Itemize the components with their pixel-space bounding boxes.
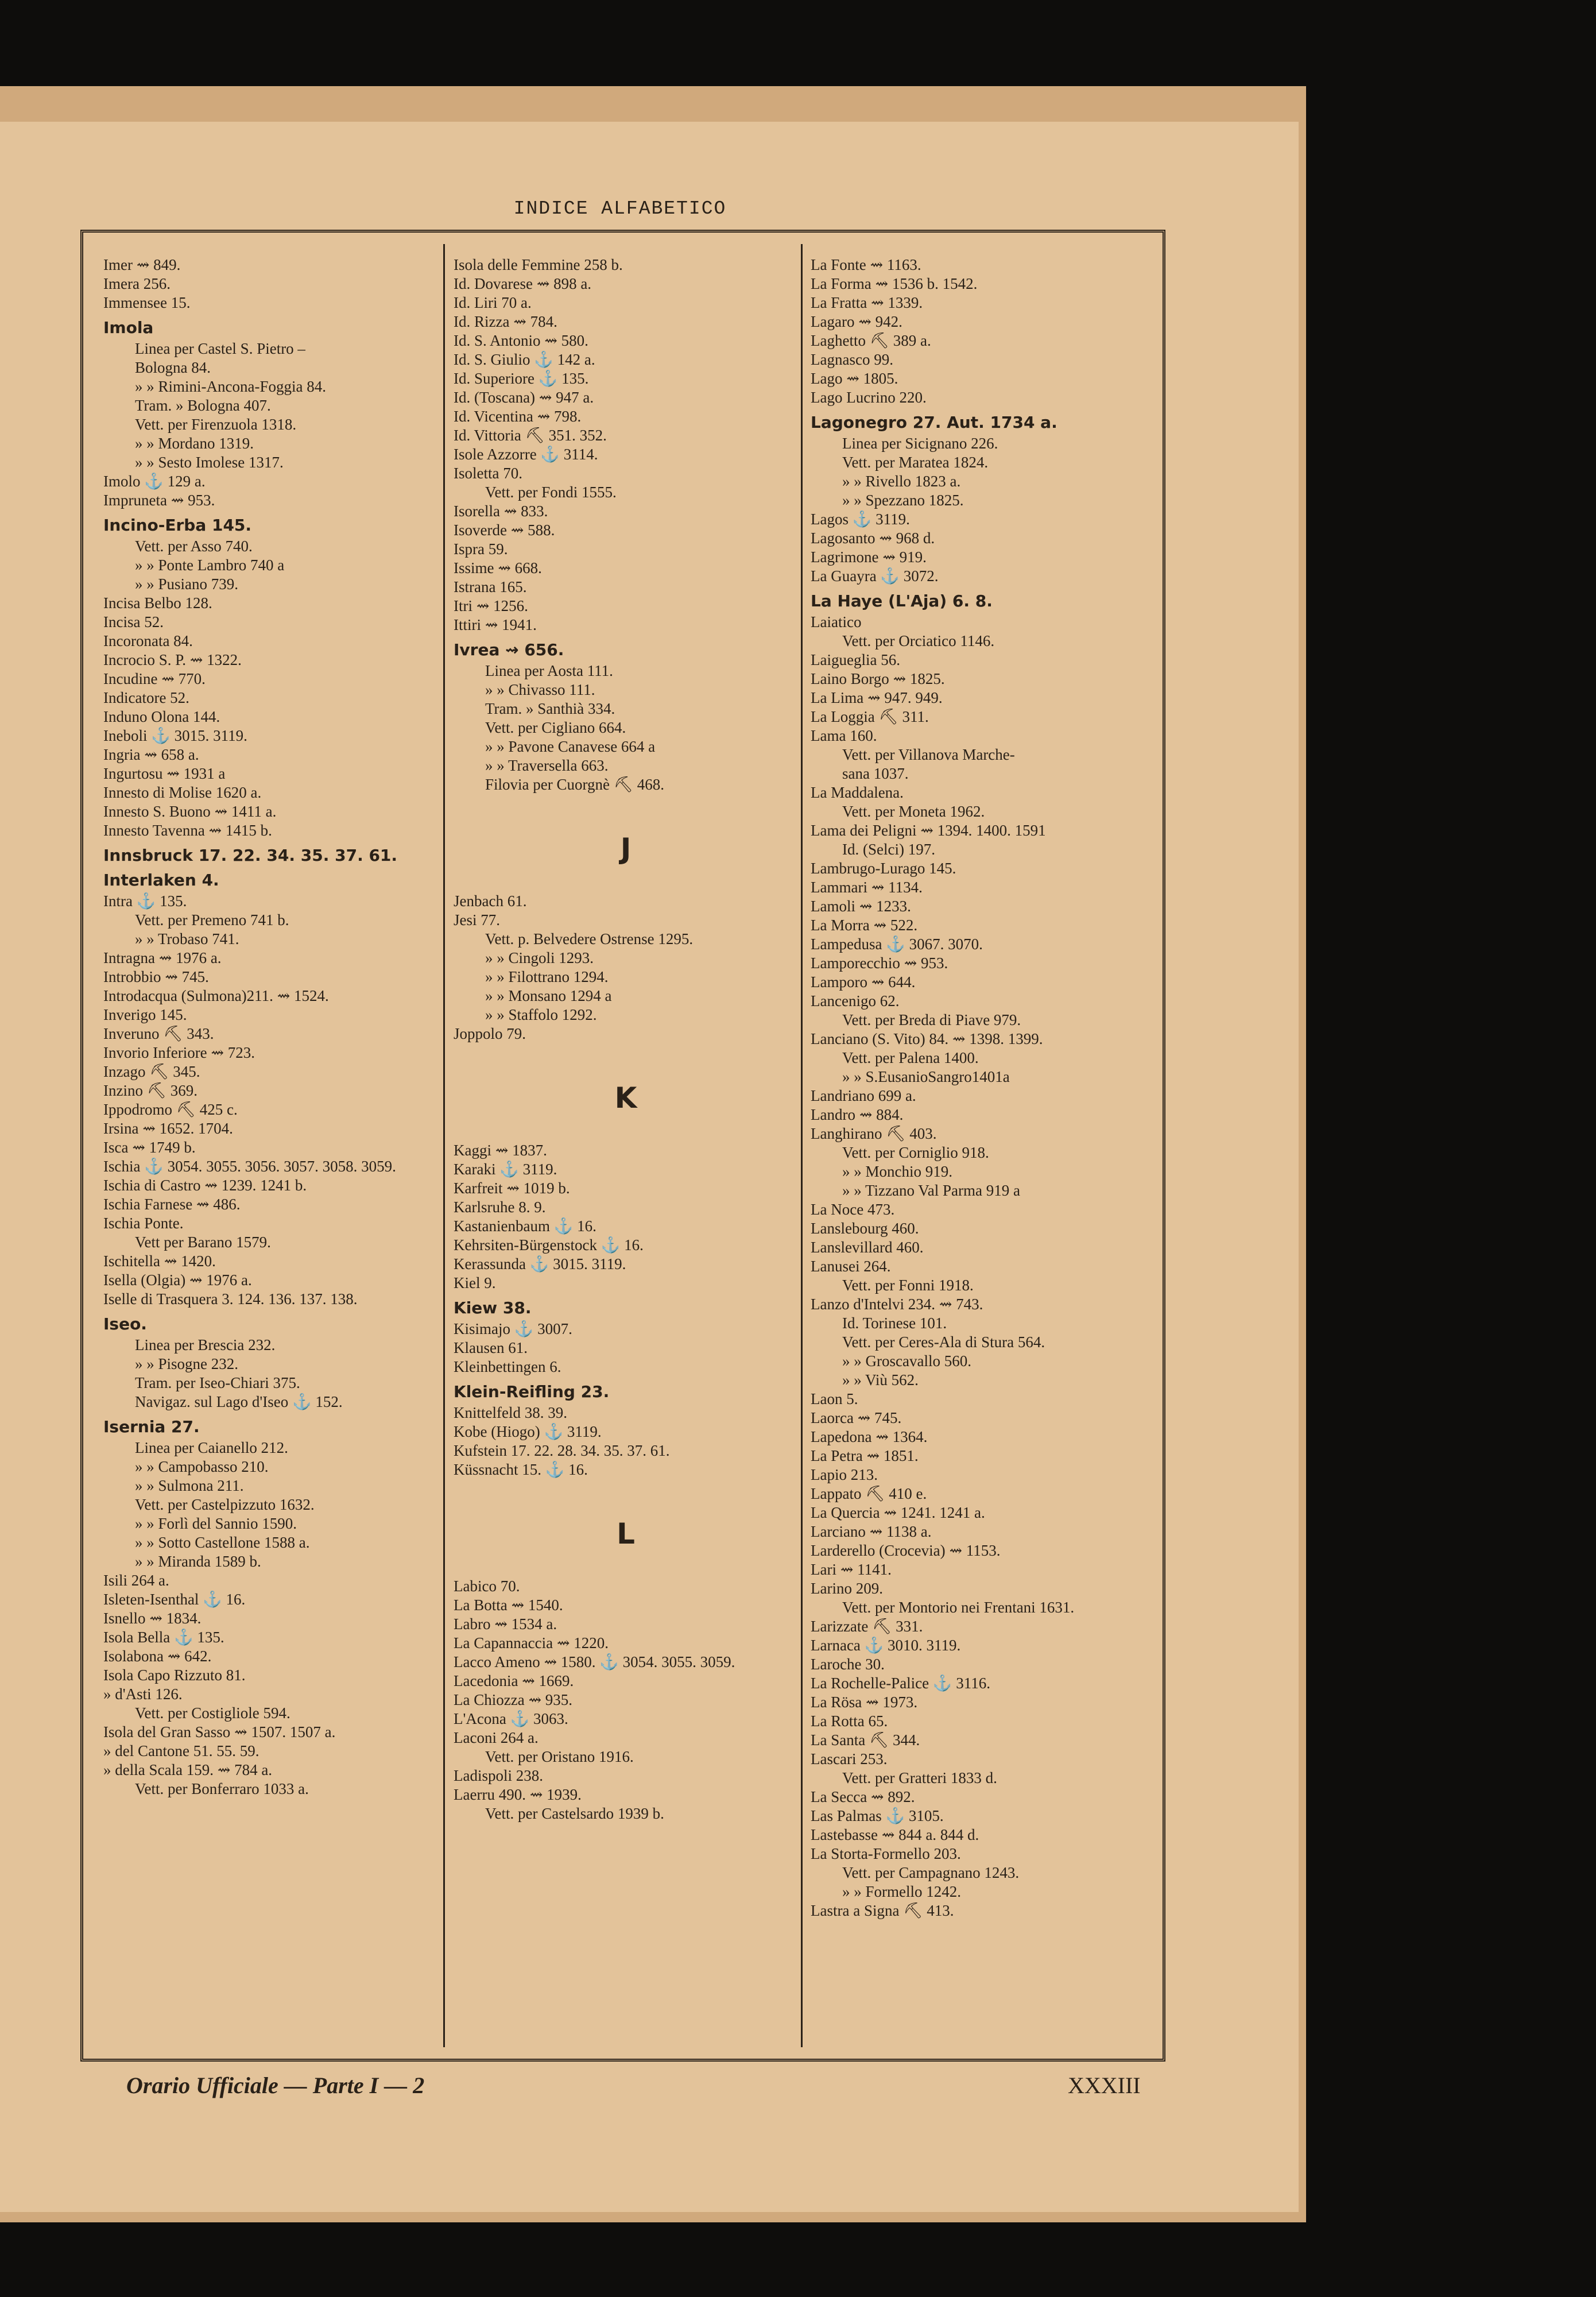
- index-entry: Isola del Gran Sasso ⇝ 1507. 1507 a.: [103, 1723, 336, 1741]
- index-entry: Lama 160.: [811, 727, 877, 744]
- index-entry: Inveruno ⛏ 343.: [103, 1025, 214, 1042]
- index-entry: Ingurtosu ⇝ 1931 a: [103, 765, 226, 782]
- index-entry: Klausen 61.: [454, 1339, 528, 1356]
- index-entry: Isoletta 70.: [454, 465, 522, 482]
- index-entry: Jesi 77.: [454, 911, 500, 929]
- index-entry: Kerassunda ⚓ 3015. 3119.: [454, 1255, 626, 1273]
- index-entry: Isca ⇝ 1749 b.: [103, 1139, 196, 1156]
- index-entry: Vett. per Costigliole 594.: [135, 1704, 290, 1722]
- section-letter: K: [614, 1081, 637, 1115]
- index-entry: Inverigo 145.: [103, 1006, 187, 1023]
- index-entry: » » Cingoli 1293.: [485, 949, 594, 966]
- index-entry: Ladispoli 238.: [454, 1767, 543, 1784]
- index-entry: Lamporecchio ⇝ 953.: [811, 954, 948, 972]
- index-entry: Linea per Caianello 212.: [135, 1439, 288, 1456]
- index-entry: » » Rimini-Ancona-Foggia 84.: [135, 378, 326, 395]
- index-entry: La Maddalena.: [811, 784, 904, 801]
- index-entry: Innesto di Molise 1620 a.: [103, 784, 262, 801]
- index-entry: Lancenigo 62.: [811, 992, 900, 1010]
- index-entry: Vett. per Fonni 1918.: [842, 1277, 974, 1294]
- index-entry: Incoronata 84.: [103, 632, 193, 649]
- index-entry: » » Rivello 1823 a.: [842, 473, 961, 490]
- index-entry: Kehrsiten-Bürgenstock ⚓ 16.: [454, 1236, 644, 1254]
- index-entry: » » Sulmona 211.: [135, 1477, 244, 1494]
- index-entry: Irsina ⇝ 1652. 1704.: [103, 1120, 233, 1137]
- index-entry: Vett. per Campagnano 1243.: [842, 1864, 1020, 1881]
- section-letter: L: [617, 1517, 635, 1550]
- index-entry: » » Spezzano 1825.: [842, 492, 964, 509]
- index-entry: La Lima ⇝ 947. 949.: [811, 689, 943, 706]
- index-entry: Id. Vicentina ⇝ 798.: [454, 408, 582, 425]
- index-entry: Ischia ⚓ 3054. 3055. 3056. 3057. 3058. 3059.: [103, 1158, 396, 1175]
- index-entry: Bologna 84.: [135, 359, 211, 376]
- index-entry: Tram. per Iseo-Chiari 375.: [135, 1374, 300, 1391]
- index-entry: La Rochelle-Palice ⚓ 3116.: [811, 1675, 991, 1692]
- index-entry: Lari ⇝ 1141.: [811, 1561, 892, 1578]
- index-entry: Lanslevillard 460.: [811, 1239, 924, 1256]
- index-entry: Id. Liri 70 a.: [454, 294, 532, 311]
- index-entry: Imera 256.: [103, 275, 171, 292]
- index-entry: Lamoli ⇝ 1233.: [811, 898, 911, 915]
- index-heading: Klein-Reifling 23.: [454, 1382, 610, 1401]
- index-entry: Lagosanto ⇝ 968 d.: [811, 529, 935, 547]
- index-entry: » » Ponte Lambro 740 a: [135, 556, 285, 574]
- index-entry: Lacedonia ⇝ 1669.: [454, 1672, 574, 1689]
- index-entry: Isolabona ⇝ 642.: [103, 1648, 212, 1665]
- footer-publication: Orario Ufficiale — Parte I — 2: [126, 2072, 425, 2098]
- index-column-1: [103, 256, 448, 2047]
- column-divider: [801, 244, 803, 2047]
- index-entry: Ippodromo ⛏ 425 c.: [103, 1101, 238, 1118]
- index-entry: » » Sotto Castellone 1588 a.: [135, 1534, 310, 1551]
- index-heading: La Haye (L'Aja) 6. 8.: [811, 591, 993, 610]
- index-entry: Küssnacht 15. ⚓ 16.: [454, 1461, 588, 1478]
- index-entry: Tram. » Santhià 334.: [485, 700, 615, 717]
- index-entry: Id. Superiore ⚓ 135.: [454, 370, 589, 387]
- index-entry: Vett. per Corniglio 918.: [842, 1144, 989, 1161]
- index-entry: Id. Torinese 101.: [842, 1314, 947, 1332]
- index-entry: » » Sesto Imolese 1317.: [135, 454, 284, 471]
- index-entry: » » Staffolo 1292.: [485, 1006, 597, 1023]
- index-entry: La Secca ⇝ 892.: [811, 1788, 915, 1805]
- index-frame: [80, 230, 1165, 2062]
- index-entry: Laerru 490. ⇝ 1939.: [454, 1786, 582, 1803]
- index-entry: Id. Dovarese ⇝ 898 a.: [454, 275, 592, 292]
- index-entry: Lambrugo-Lurago 145.: [811, 860, 956, 877]
- index-entry: Larino 209.: [811, 1580, 883, 1597]
- index-entry: Ischia Farnese ⇝ 486.: [103, 1196, 241, 1213]
- index-entry: La Forma ⇝ 1536 b. 1542.: [811, 275, 978, 292]
- index-entry: » » Pisogne 232.: [135, 1355, 239, 1372]
- index-entry: Vett. per Palena 1400.: [842, 1049, 979, 1066]
- index-entry: » » Mordano 1319.: [135, 435, 254, 452]
- section-letter: J: [620, 832, 632, 865]
- index-entry: » » Miranda 1589 b.: [135, 1553, 261, 1570]
- index-heading: Imola: [103, 318, 154, 337]
- index-entry: Laigueglia 56.: [811, 651, 900, 668]
- index-entry: Imer ⇝ 849.: [103, 256, 181, 273]
- index-entry: Linea per Sicignano 226.: [842, 435, 998, 452]
- index-entry: » d'Asti 126.: [103, 1685, 183, 1703]
- index-entry: Las Palmas ⚓ 3105.: [811, 1807, 944, 1824]
- index-entry: Intra ⚓ 135.: [103, 892, 187, 910]
- index-entry: Lama dei Peligni ⇝ 1394. 1400. 1591: [811, 822, 1046, 839]
- index-entry: Vett. per Firenzuola 1318.: [135, 416, 297, 433]
- index-entry: » » Tizzano Val Parma 919 a: [842, 1182, 1020, 1199]
- index-entry: Isleten-Isenthal ⚓ 16.: [103, 1591, 246, 1608]
- index-entry: Incrocio S. P. ⇝ 1322.: [103, 651, 242, 668]
- index-entry: Lacco Ameno ⇝ 1580. ⚓ 3054. 3055. 3059.: [454, 1653, 735, 1670]
- index-entry: Vett. per Moneta 1962.: [842, 803, 985, 820]
- index-entry: Vett. per Maratea 1824.: [842, 454, 989, 471]
- index-heading: Lagonegro 27. Aut. 1734 a.: [811, 413, 1057, 432]
- index-entry: Navigaz. sul Lago d'Iseo ⚓ 152.: [135, 1393, 343, 1410]
- index-entry: Vett. per Asso 740.: [135, 537, 253, 555]
- index-entry: Larderello (Crocevia) ⇝ 1153.: [811, 1542, 1001, 1559]
- index-entry: » » Campobasso 210.: [135, 1458, 269, 1475]
- index-entry: Lamporo ⇝ 644.: [811, 973, 916, 991]
- index-entry: » » Monsano 1294 a: [485, 987, 612, 1004]
- index-entry: Ineboli ⚓ 3015. 3119.: [103, 727, 247, 744]
- index-entry: » » Chivasso 111.: [485, 681, 595, 698]
- index-entry: Laroche 30.: [811, 1656, 885, 1673]
- index-entry: Ingria ⇝ 658 a.: [103, 746, 199, 763]
- index-entry: Lanusei 264.: [811, 1258, 891, 1275]
- index-entry: Iselle di Trasquera 3. 124. 136. 137. 138.: [103, 1290, 358, 1308]
- index-entry: Invorio Inferiore ⇝ 723.: [103, 1044, 255, 1061]
- index-entry: » » S.EusanioSangro1401a: [842, 1068, 1010, 1085]
- index-entry: Lanzo d'Intelvi 234. ⇝ 743.: [811, 1296, 983, 1313]
- index-entry: » » Filottrano 1294.: [485, 968, 609, 985]
- index-entry: Vett. per Cigliano 664.: [485, 719, 626, 736]
- index-entry: Id. (Selci) 197.: [842, 841, 935, 858]
- index-entry: Ispra 59.: [454, 540, 508, 558]
- index-entry: Isorella ⇝ 833.: [454, 502, 548, 520]
- index-entry: Landro ⇝ 884.: [811, 1106, 904, 1123]
- index-entry: La Morra ⇝ 522.: [811, 917, 918, 934]
- index-entry: La Loggia ⛏ 311.: [811, 708, 929, 725]
- index-entry: Ischitella ⇝ 1420.: [103, 1252, 216, 1270]
- index-entry: Id. Rizza ⇝ 784.: [454, 313, 557, 330]
- index-entry: Labro ⇝ 1534 a.: [454, 1615, 557, 1633]
- index-entry: Lappato ⛏ 410 e.: [811, 1485, 927, 1502]
- index-entry: Introbbio ⇝ 745.: [103, 968, 209, 985]
- index-entry: Lago Lucrino 220.: [811, 389, 927, 406]
- index-entry: Larizzate ⛏ 331.: [811, 1618, 923, 1635]
- index-entry: Inzino ⛏ 369.: [103, 1082, 198, 1099]
- index-entry: Incisa Belbo 128.: [103, 594, 212, 612]
- index-entry: Lanslebourg 460.: [811, 1220, 919, 1237]
- index-entry: » della Scala 159. ⇝ 784 a.: [103, 1761, 273, 1778]
- index-entry: Lampedusa ⚓ 3067. 3070.: [811, 935, 983, 953]
- index-entry: Vett. per Orciatico 1146.: [842, 632, 995, 649]
- index-entry: Lascari 253.: [811, 1750, 888, 1768]
- index-entry: Larciano ⇝ 1138 a.: [811, 1523, 932, 1540]
- index-entry: » » Groscavallo 560.: [842, 1352, 971, 1370]
- index-entry: Vett. per Castelsardo 1939 b.: [485, 1805, 664, 1822]
- index-entry: Id. S. Giulio ⚓ 142 a.: [454, 351, 595, 368]
- index-entry: La Fonte ⇝ 1163.: [811, 256, 921, 273]
- index-entry: La Quercia ⇝ 1241. 1241 a.: [811, 1504, 985, 1521]
- index-entry: Vett. per Ceres-Ala di Stura 564.: [842, 1333, 1045, 1351]
- index-entry: Lastebasse ⇝ 844 a. 844 d.: [811, 1826, 979, 1843]
- index-entry: La Botta ⇝ 1540.: [454, 1596, 563, 1614]
- page-title: INDICE ALFABETICO: [513, 198, 727, 219]
- index-entry: » » Viù 562.: [842, 1371, 919, 1389]
- index-heading: Iseo.: [103, 1314, 147, 1333]
- index-entry: » » Traversella 663.: [485, 757, 609, 774]
- index-entry: Ischia di Castro ⇝ 1239. 1241 b.: [103, 1177, 307, 1194]
- index-entry: Landriano 699 a.: [811, 1087, 916, 1104]
- index-entry: Id. S. Antonio ⇝ 580.: [454, 332, 588, 349]
- index-entry: Isella (Olgia) ⇝ 1976 a.: [103, 1271, 252, 1289]
- index-entry: Vett. per Premeno 741 b.: [135, 911, 289, 929]
- index-entry: Lago ⇝ 1805.: [811, 370, 898, 387]
- index-entry: Linea per Brescia 232.: [135, 1336, 276, 1354]
- index-entry: » » Formello 1242.: [842, 1883, 961, 1900]
- index-entry: Laorca ⇝ 745.: [811, 1409, 902, 1426]
- index-column-3: [811, 256, 1155, 2047]
- index-entry: Karaki ⚓ 3119.: [454, 1161, 557, 1178]
- index-entry: Isili 264 a.: [103, 1572, 169, 1589]
- index-heading: Innsbruck 17. 22. 34. 35. 37. 61.: [103, 846, 398, 865]
- index-entry: Istrana 165.: [454, 578, 527, 595]
- index-entry: Vett. p. Belvedere Ostrense 1295.: [485, 930, 694, 948]
- index-entry: Intragna ⇝ 1976 a.: [103, 949, 222, 966]
- index-entry: Vett. per Villanova Marche-: [842, 746, 1015, 763]
- index-entry: Isola Bella ⚓ 135.: [103, 1629, 224, 1646]
- index-entry: Linea per Castel S. Pietro –: [135, 340, 305, 357]
- index-entry: Incisa 52.: [103, 613, 164, 631]
- page-number: XXXIII: [1068, 2072, 1141, 2098]
- index-entry: Kleinbettingen 6.: [454, 1358, 561, 1375]
- index-entry: Vett. per Castelpizzuto 1632.: [135, 1496, 315, 1513]
- index-entry: » » Trobaso 741.: [135, 930, 239, 948]
- index-entry: Immensee 15.: [103, 294, 191, 311]
- index-entry: Vett. per Fondi 1555.: [485, 484, 617, 501]
- index-entry: La Guayra ⚓ 3072.: [811, 567, 939, 585]
- index-entry: Laiatico: [811, 613, 862, 631]
- index-entry: Id. (Toscana) ⇝ 947 a.: [454, 389, 594, 406]
- index-entry: Tram. » Bologna 407.: [135, 397, 271, 414]
- index-entry: Vett. per Breda di Piave 979.: [842, 1011, 1021, 1028]
- index-entry: Impruneta ⇝ 953.: [103, 492, 215, 509]
- index-entry: La Fratta ⇝ 1339.: [811, 294, 923, 311]
- index-entry: Lagaro ⇝ 942.: [811, 313, 902, 330]
- index-entry: » » Pusiano 739.: [135, 575, 239, 593]
- index-entry: Innesto S. Buono ⇝ 1411 a.: [103, 803, 277, 820]
- index-entry: Isola delle Femmine 258 b.: [454, 256, 623, 273]
- index-entry: Indicatore 52.: [103, 689, 189, 706]
- index-entry: Vett. per Gratteri 1833 d.: [842, 1769, 997, 1786]
- index-entry: La Rösa ⇝ 1973.: [811, 1693, 918, 1711]
- index-entry: Itri ⇝ 1256.: [454, 597, 528, 614]
- index-entry: Laghetto ⛏ 389 a.: [811, 332, 931, 349]
- index-entry: Isoverde ⇝ 588.: [454, 521, 555, 539]
- index-entry: Lanciano (S. Vito) 84. ⇝ 1398. 1399.: [811, 1030, 1043, 1047]
- index-entry: sana 1037.: [842, 765, 909, 782]
- index-entry: Lagnasco 99.: [811, 351, 893, 368]
- index-entry: Incudine ⇝ 770.: [103, 670, 206, 687]
- index-heading: Interlaken 4.: [103, 871, 219, 890]
- index-entry: Karlsruhe 8. 9.: [454, 1198, 546, 1216]
- index-entry: Kastanienbaum ⚓ 16.: [454, 1217, 596, 1235]
- index-entry: Vett. per Montorio nei Frentani 1631.: [842, 1599, 1075, 1616]
- index-entry: Imolo ⚓ 129 a.: [103, 473, 206, 490]
- index-entry: La Petra ⇝ 1851.: [811, 1447, 919, 1464]
- index-entry: Lammari ⇝ 1134.: [811, 879, 923, 896]
- index-entry: Ischia Ponte.: [103, 1215, 184, 1232]
- index-entry: » del Cantone 51. 55. 59.: [103, 1742, 259, 1760]
- index-entry: Lastra a Signa ⛏ 413.: [811, 1902, 954, 1919]
- index-entry: La Noce 473.: [811, 1201, 895, 1218]
- index-entry: Id. Vittoria ⛏ 351. 352.: [454, 427, 607, 444]
- index-heading: Ivrea ⇝ 656.: [454, 640, 564, 659]
- index-entry: Vett. per Bonferraro 1033 a.: [135, 1780, 309, 1797]
- index-entry: Inzago ⛏ 345.: [103, 1063, 200, 1080]
- index-entry: Karfreit ⇝ 1019 b.: [454, 1180, 570, 1197]
- index-entry: Isole Azzorre ⚓ 3114.: [454, 446, 598, 463]
- index-entry: » » Pavone Canavese 664 a: [485, 738, 656, 755]
- index-entry: Lagos ⚓ 3119.: [811, 511, 910, 528]
- index-entry: Lagrimone ⇝ 919.: [811, 548, 927, 566]
- index-entry: Kufstein 17. 22. 28. 34. 35. 37. 61.: [454, 1442, 670, 1459]
- index-entry: Knittelfeld 38. 39.: [454, 1404, 567, 1421]
- index-entry: Laconi 264 a.: [454, 1729, 539, 1746]
- index-entry: Ittiri ⇝ 1941.: [454, 616, 537, 633]
- index-entry: Filovia per Cuorgnè ⛏ 468.: [485, 776, 665, 793]
- index-entry: Induno Olona 144.: [103, 708, 220, 725]
- index-entry: Introdacqua (Sulmona)211. ⇝ 1524.: [103, 987, 329, 1004]
- index-entry: Vett. per Oristano 1916.: [485, 1748, 634, 1765]
- index-entry: Jenbach 61.: [454, 892, 527, 910]
- index-entry: Issime ⇝ 668.: [454, 559, 542, 577]
- index-entry: Labico 70.: [454, 1577, 520, 1595]
- index-entry: La Capannaccia ⇝ 1220.: [454, 1634, 609, 1652]
- index-entry: Vett per Barano 1579.: [135, 1233, 271, 1251]
- index-entry: Kisimajo ⚓ 3007.: [454, 1320, 572, 1337]
- index-entry: Joppolo 79.: [454, 1025, 526, 1042]
- index-heading: Isernia 27.: [103, 1417, 200, 1436]
- index-entry: Langhirano ⛏ 403.: [811, 1125, 937, 1142]
- index-entry: Linea per Aosta 111.: [485, 662, 613, 679]
- index-entry: Laino Borgo ⇝ 1825.: [811, 670, 945, 687]
- index-entry: » » Forlì del Sannio 1590.: [135, 1515, 297, 1532]
- index-entry: Isola Capo Rizzuto 81.: [103, 1666, 246, 1684]
- index-entry: Larnaca ⚓ 3010. 3119.: [811, 1637, 961, 1654]
- index-entry: Lapedona ⇝ 1364.: [811, 1428, 928, 1445]
- index-entry: La Storta-Formello 203.: [811, 1845, 961, 1862]
- index-entry: Kobe (Hiogo) ⚓ 3119.: [454, 1423, 602, 1440]
- index-entry: La Rotta 65.: [811, 1712, 888, 1730]
- index-entry: Innesto Tavenna ⇝ 1415 b.: [103, 822, 272, 839]
- index-entry: Lapio 213.: [811, 1466, 878, 1483]
- index-column-2: [454, 256, 798, 2047]
- index-entry: La Chiozza ⇝ 935.: [454, 1691, 573, 1708]
- index-entry: » » Monchio 919.: [842, 1163, 952, 1180]
- index-entry: La Santa ⛏ 344.: [811, 1731, 920, 1749]
- index-heading: Kiew 38.: [454, 1298, 532, 1317]
- index-entry: Kaggi ⇝ 1837.: [454, 1142, 547, 1159]
- index-entry: L'Acona ⚓ 3063.: [454, 1710, 568, 1727]
- index-entry: Isnello ⇝ 1834.: [103, 1610, 202, 1627]
- index-entry: Kiel 9.: [454, 1274, 496, 1291]
- index-heading: Incino-Erba 145.: [103, 516, 252, 535]
- index-entry: Laon 5.: [811, 1390, 858, 1407]
